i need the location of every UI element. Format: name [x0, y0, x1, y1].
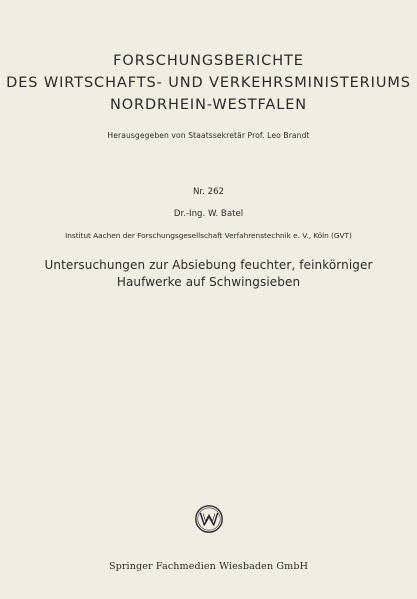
report-number: Nr. 262: [192, 187, 225, 197]
work-title-line-2: Haufwerke auf Schwingsieben: [116, 275, 301, 289]
series-title-line-3: NORDRHEIN-WESTFALEN: [109, 97, 308, 113]
publisher-name: Springer Fachmedien Wiesbaden GmbH: [108, 561, 309, 572]
series-title-line-2: DES WIRTSCHAFTS- UND VERKEHRSMINISTERIUMS: [6, 75, 411, 91]
work-title-line-1: Untersuchungen zur Absiebung feuchter, feinkörniger: [44, 258, 373, 272]
series-title: [0, 50, 417, 116]
editor-line: Herausgegeben von Staatssekretär Prof. Leo Brandt: [107, 131, 310, 140]
series-title-line-1: FORSCHUNGSBERICHTE: [113, 53, 304, 69]
work-title: [0, 257, 417, 291]
institute-name: Institut Aachen der Forschungsgesellschaft Verfahrenstechnik e. V., Köln (GVT): [65, 231, 352, 240]
author-name: Dr.-Ing. W. Batel: [173, 209, 244, 219]
publisher-logo-icon: [194, 504, 224, 534]
